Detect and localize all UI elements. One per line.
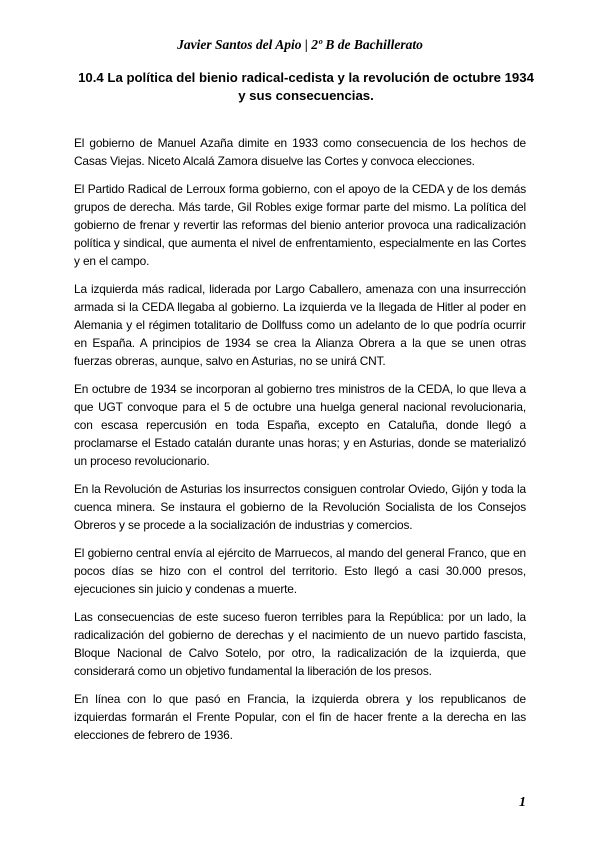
paragraph-revolucion-asturias: En la Revolución de Asturias los insurrectos consiguen controlar Oviedo, Gijón y toda la cuenca minera. Se instaura el gobierno de la Revolución Socialista de los Consejos Obreros y se procede a la socialización de industrias y comercios.	[74, 482, 526, 532]
section-title: 10.4 La política del bienio radical-cedista y la revolución de octubre 1934 y sus consecuencias.	[78, 70, 534, 103]
paragraph-gobierno-central: El gobierno central envía al ejército de Marruecos, al mando del general Franco, que en pocos días se hizo con el control del territorio. Esto llegó a casi 30.000 presos, ejecuciones sin juicio y condenas a muerte.	[74, 546, 526, 596]
paragraph-azana-dimite: El gobierno de Manuel Azaña dimite en 1933 como consecuencia de los hechos de Casas Viejas. Niceto Alcalá Zamora disuelve las Cortes y convoca elecciones.	[74, 136, 526, 168]
paragraph-partido-radical: El Partido Radical de Lerroux forma gobierno, con el apoyo de la CEDA y de los demás grupos de derecha. Más tarde, Gil Robles exige formar parte del mismo. La política del gobierno de frenar y revertir las reformas del bienio anterior provoca una radicalización política y sindical, que aumenta el nivel de enfrentamiento, especialmente en las Cortes y en el campo.	[74, 182, 526, 268]
paragraph-frente-popular: En línea con lo que pasó en Francia, la izquierda obrera y los republicanos de izquierdas formarán el Frente Popular, con el fin de hacer frente a la derecha en las elecciones de febrero de 1936.	[74, 692, 526, 742]
paragraph-consecuencias: Las consecuencias de este suceso fueron terribles para la República: por un lado, la radicalización del gobierno de derechas y el nacimiento de un nuevo partido fascista, Bloque Nacional de Calvo Sotelo, por otro, la radicalización de la izquierda, que considerará como un objetivo fundamental la liberación de los presos.	[74, 610, 526, 678]
paragraph-octubre-1934: En octubre de 1934 se incorporan al gobierno tres ministros de la CEDA, lo que lleva a que UGT convoque para el 5 de octubre una huelga general nacional revolucionaria, con escasa repercusión en toda España, excepto en Cataluña, donde llegó a proclamarse el Estado catalán durante unas horas; y en Asturias, donde se materializó un proceso revolucionario.	[74, 382, 526, 468]
paragraph-izquierda-radical: La izquierda más radical, liderada por Largo Caballero, amenaza con una insurrección armada si la CEDA llegaba al gobierno. La izquierda ve la llegada de Hitler al poder en Alemania y el régimen totalitario de Dollfuss como un adelanto de lo que podría ocurrir en España. A principios de 1934 se crea la Alianza Obrera a la que se unen otras fuerzas obreras, aunque, salvo en Asturias, no se unirá CNT.	[74, 282, 526, 368]
body-text	[74, 134, 526, 754]
page-header-author: Javier Santos del Apio | 2º B de Bachillerato	[177, 37, 423, 52]
page-number: 1	[519, 795, 526, 810]
